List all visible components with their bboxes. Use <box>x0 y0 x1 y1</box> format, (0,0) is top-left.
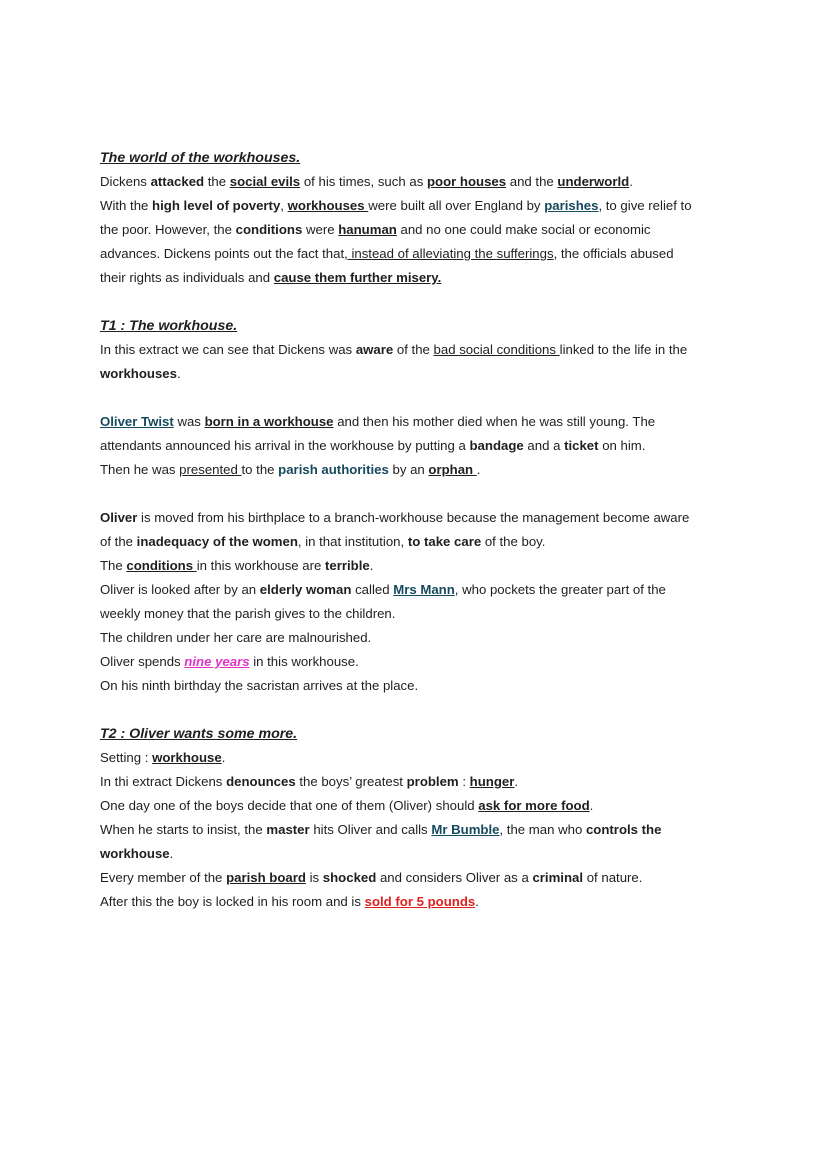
body-text: , <box>280 198 288 213</box>
body-text: of nature. <box>583 870 643 885</box>
text-line <box>100 770 740 794</box>
body-text: . <box>221 750 226 765</box>
body-text: In thi extract Dickens <box>100 774 227 789</box>
body-text: Dickens <box>100 174 151 189</box>
body-text: When he starts to insist, the <box>100 822 267 837</box>
body-text: Every member of the <box>100 870 227 885</box>
body-text: With the <box>100 198 153 213</box>
body-text: . <box>629 174 633 189</box>
body-text: . <box>169 846 174 861</box>
section-heading: The world of the workhouses. <box>100 150 301 166</box>
emphasis-text: workhouse <box>152 750 222 765</box>
text-line <box>100 650 740 674</box>
body-text: and considers Oliver as a <box>376 870 533 885</box>
emphasis-text: bandage <box>469 438 524 453</box>
text-line <box>100 626 740 650</box>
body-text: attendants announced his arrival in the workhouse by putting a <box>100 438 470 453</box>
paragraph-gap <box>100 482 740 506</box>
body-text: in this workhouse. <box>249 654 359 669</box>
emphasis-text: born in a workhouse <box>204 414 334 429</box>
emphasis-text: aware <box>355 342 394 357</box>
emphasis-text: ask for more food <box>478 798 590 813</box>
text-line <box>100 338 740 362</box>
emphasis-text: master <box>266 822 310 837</box>
body-text: their rights as individuals and <box>100 270 274 285</box>
body-text: Oliver spends <box>100 654 185 669</box>
body-text: is <box>305 870 323 885</box>
body-text: was <box>173 414 205 429</box>
emphasis-text: bad social conditions <box>433 342 560 357</box>
emphasis-text: denounces <box>226 774 296 789</box>
body-text: the poor. However, the <box>100 222 236 237</box>
emphasis-text: Oliver Twist <box>100 414 174 429</box>
text-line <box>100 266 740 290</box>
emphasis-text: to take care <box>407 534 482 549</box>
text-line <box>100 434 740 458</box>
body-text: The <box>100 558 127 573</box>
emphasis-text: shocked <box>322 870 377 885</box>
text-line <box>100 890 740 914</box>
emphasis-text: underworld <box>557 174 630 189</box>
body-text: called <box>351 582 394 597</box>
body-text: : <box>458 774 470 789</box>
body-text: and no one could make social or economic <box>396 222 651 237</box>
body-text: and the <box>506 174 558 189</box>
emphasis-text: attacked <box>150 174 205 189</box>
body-text: Setting : <box>100 750 153 765</box>
emphasis-text: controls the <box>585 822 662 837</box>
body-text: by an <box>388 462 429 477</box>
text-line <box>100 866 740 890</box>
section-gap <box>100 698 740 722</box>
body-text: of his times, such as <box>300 174 427 189</box>
body-text: advances. Dickens points out the fact that <box>100 246 345 261</box>
body-text: of the <box>100 534 137 549</box>
emphasis-text: inadequacy of the women <box>136 534 298 549</box>
body-text: . <box>475 894 479 909</box>
body-text: , the man who <box>499 822 586 837</box>
body-text: were <box>302 222 339 237</box>
paragraph-gap <box>100 386 740 410</box>
emphasis-text: parish authorities <box>278 462 389 477</box>
text-line <box>100 194 740 218</box>
emphasis-text: conditions <box>235 222 303 237</box>
body-text: After this the boy is locked in his room and is <box>100 894 365 909</box>
text-line <box>100 842 740 866</box>
body-text: of the boy. <box>481 534 546 549</box>
body-text: linked to the life in the <box>559 342 688 357</box>
emphasis-text: , instead of alleviating the sufferings <box>344 246 554 261</box>
body-text: . <box>176 366 181 381</box>
text-line <box>100 506 740 530</box>
text-line <box>100 554 740 578</box>
body-text: , who pockets the greater part of the <box>454 582 666 597</box>
emphasis-text: nine years <box>184 654 250 669</box>
text-line <box>100 170 740 194</box>
section-heading: T2 : Oliver wants some more. <box>100 726 298 742</box>
emphasis-text: hanuman <box>338 222 397 237</box>
emphasis-text: hunger <box>469 774 515 789</box>
text-line <box>100 530 740 554</box>
section-heading: T1 : The workhouse. <box>100 318 238 334</box>
body-text: and then his mother died when he was still young. The <box>333 414 656 429</box>
emphasis-text: Mrs Mann <box>393 582 455 597</box>
body-text: the <box>204 174 230 189</box>
text-line <box>100 602 740 626</box>
emphasis-text: problem <box>406 774 459 789</box>
emphasis-text: parish board <box>226 870 306 885</box>
body-text: weekly money that the parish gives to the children. <box>100 606 396 621</box>
body-text: is moved from his birthplace to a branch-workhouse because the management become aware <box>137 510 690 525</box>
text-line <box>100 674 740 698</box>
emphasis-text: workhouses <box>287 198 369 213</box>
body-text: , to give relief to <box>598 198 692 213</box>
body-text: The children under her care are malnourished. <box>100 630 372 645</box>
emphasis-text: ticket <box>564 438 599 453</box>
emphasis-text: Oliver <box>100 510 138 525</box>
body-text: One day one of the boys decide that one of them (Oliver) should <box>100 798 479 813</box>
body-text: on him. <box>598 438 646 453</box>
text-line <box>100 818 740 842</box>
body-text: . <box>589 798 594 813</box>
text-line <box>100 578 740 602</box>
body-text: In this extract we can see that Dickens was <box>100 342 356 357</box>
emphasis-text: high level of poverty <box>152 198 281 213</box>
body-text: Oliver is looked after by an <box>100 582 260 597</box>
emphasis-text: workhouse <box>100 846 170 861</box>
body-text: On his ninth birthday the sacristan arrives at the place. <box>100 678 419 693</box>
text-line <box>100 794 740 818</box>
text-line <box>100 746 740 770</box>
emphasis-text: conditions <box>126 558 197 573</box>
emphasis-text: sold for 5 pounds <box>364 894 476 909</box>
emphasis-text: criminal <box>532 870 584 885</box>
text-line <box>100 242 740 266</box>
emphasis-text: social evils <box>229 174 301 189</box>
emphasis-text: Mr Bumble <box>431 822 500 837</box>
body-text: , in that institution, <box>297 534 408 549</box>
body-text: in this workhouse are <box>196 558 326 573</box>
emphasis-text: cause them further misery. <box>273 270 442 285</box>
body-text: of the <box>393 342 434 357</box>
body-text: Then he was <box>100 462 180 477</box>
emphasis-text: orphan <box>428 462 477 477</box>
text-line <box>100 362 740 386</box>
body-text: hits Oliver and calls <box>309 822 432 837</box>
body-text: . <box>476 462 481 477</box>
section-gap <box>100 290 740 314</box>
emphasis-text: presented <box>179 462 242 477</box>
emphasis-text: parishes <box>544 198 599 213</box>
body-text: and a <box>523 438 565 453</box>
text-line <box>100 410 740 434</box>
document-body <box>100 146 740 914</box>
emphasis-text: workhouses <box>100 366 177 381</box>
text-line <box>100 458 740 482</box>
body-text: to the <box>241 462 279 477</box>
body-text: the boys’ greatest <box>295 774 407 789</box>
emphasis-text: poor houses <box>426 174 507 189</box>
text-line <box>100 218 740 242</box>
emphasis-text: elderly woman <box>259 582 352 597</box>
body-text: , the officials abused <box>553 246 674 261</box>
body-text: were built all over England by <box>368 198 545 213</box>
emphasis-text: terrible <box>325 558 370 573</box>
body-text: . <box>514 774 519 789</box>
body-text: . <box>369 558 374 573</box>
